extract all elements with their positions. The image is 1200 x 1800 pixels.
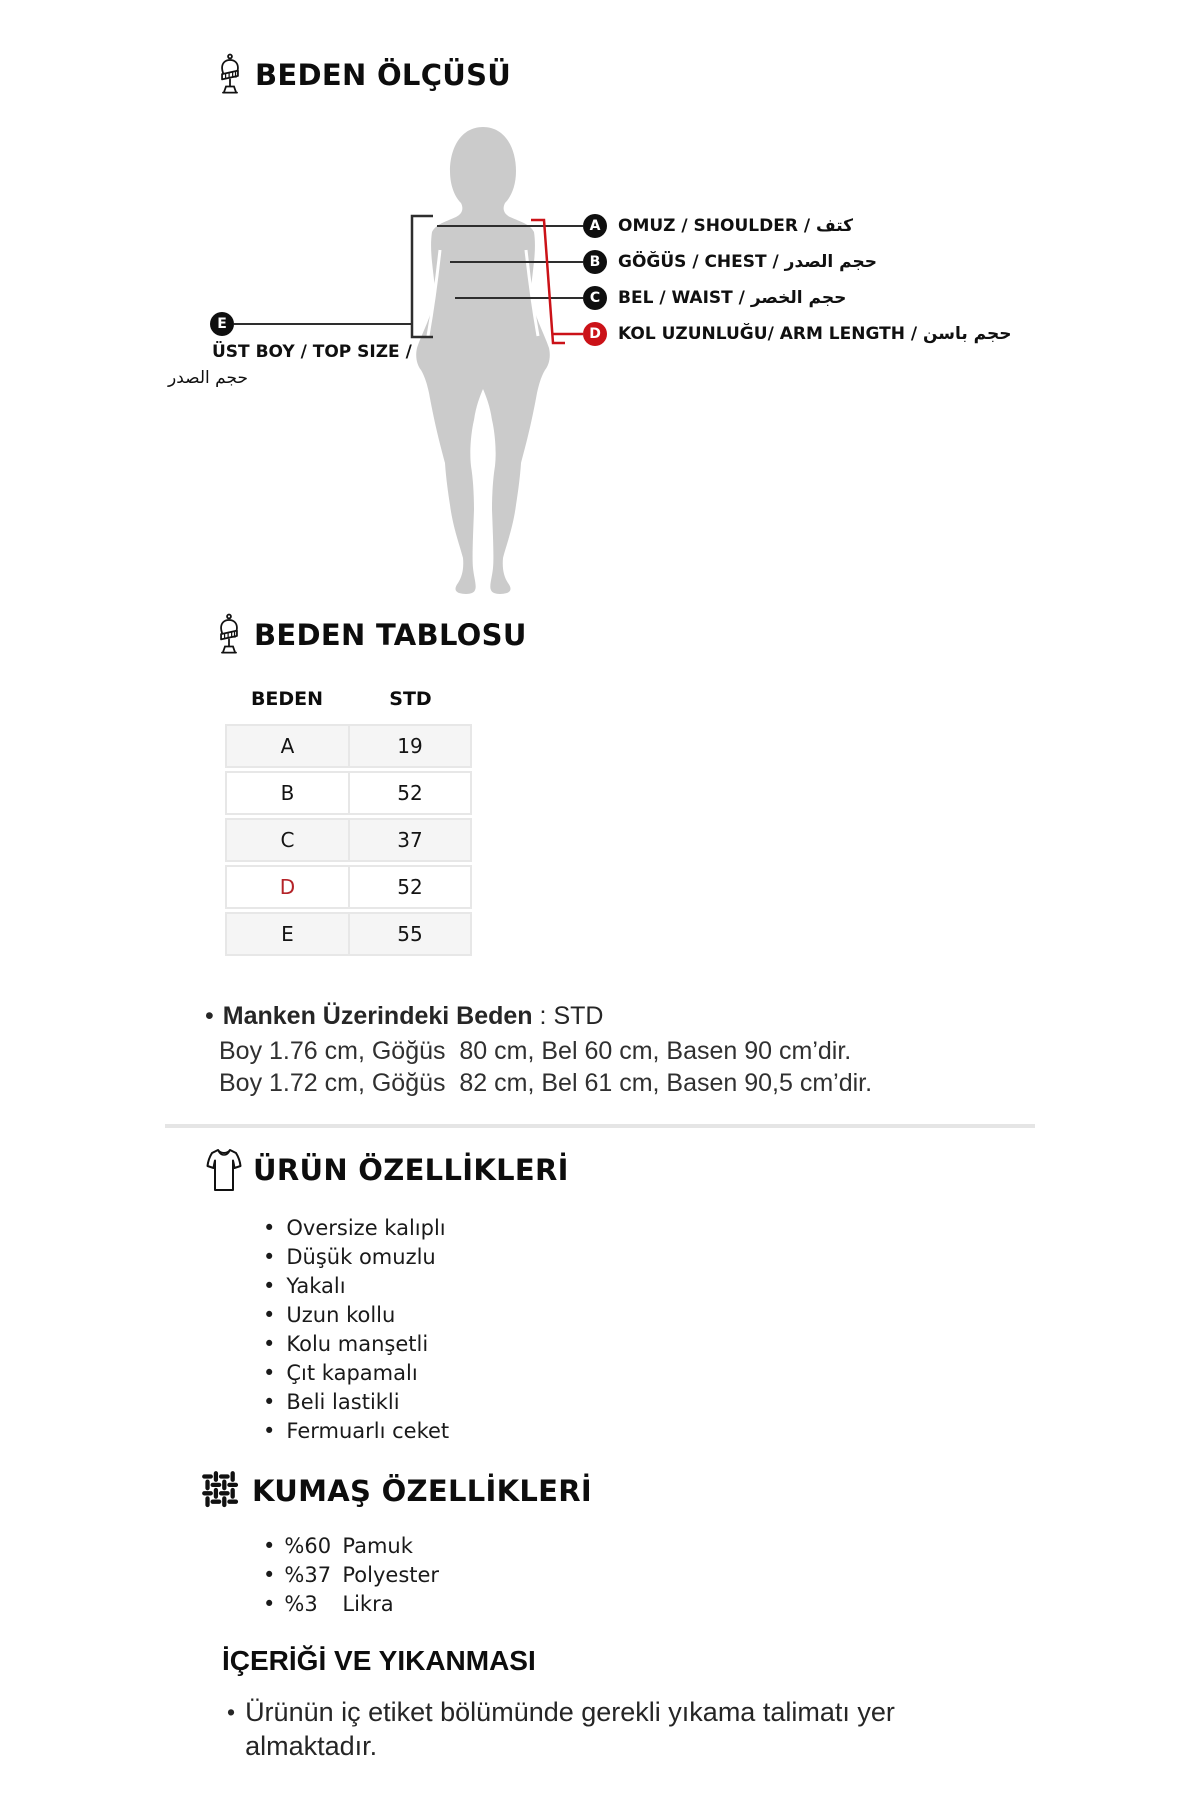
care-instruction-item	[227, 1695, 1007, 1763]
fabric-name: Likra	[342, 1592, 394, 1616]
model-size-separator: :	[539, 1002, 547, 1030]
label-letter-badge: A	[583, 214, 607, 238]
fabric-name: Polyester	[342, 1563, 440, 1587]
measurement-label-text: BEL / WAIST / حجم الخصر	[618, 288, 847, 308]
size-table-header	[214, 612, 527, 658]
product-feature-item	[263, 1359, 449, 1388]
model-size-heading	[205, 1002, 872, 1031]
fabric-composition-item	[263, 1590, 439, 1619]
fabric-features-header	[201, 1470, 592, 1511]
fabric-percentage: • %37	[284, 1563, 332, 1587]
product-feature-item	[263, 1330, 449, 1359]
size-measure-header	[215, 52, 511, 98]
top-size-label: ÜST BOY / TOP SIZE /	[212, 342, 412, 362]
feature-text: • Kolu manşetli	[286, 1332, 429, 1356]
section-divider	[165, 1124, 1035, 1128]
fabric-features-title: KUMAŞ ÖZELLİKLERİ	[252, 1473, 593, 1508]
measurement-label-text: OMUZ / SHOULDER / كتف	[618, 216, 854, 236]
feature-text: • Çıt kapamalı	[286, 1361, 418, 1385]
care-title: İÇERİĞİ VE YIKANMASI	[222, 1645, 536, 1676]
fabric-weave-icon	[201, 1470, 242, 1511]
product-features-title: ÜRÜN ÖZELLİKLERİ	[253, 1153, 569, 1187]
mannequin-icon	[214, 612, 244, 658]
table-row	[225, 771, 472, 815]
measurement-label-row	[583, 250, 1012, 274]
size-column-header: BEDEN	[250, 688, 324, 710]
feature-text: • Uzun kollu	[286, 1303, 396, 1327]
size-table-head	[225, 688, 472, 710]
size-table-body	[225, 724, 472, 956]
model-measurements	[219, 1035, 872, 1099]
fabric-percentage: • %3	[284, 1592, 318, 1616]
model-size-info	[205, 1002, 872, 1099]
size-letter-cell: E	[225, 912, 349, 956]
product-features-header	[205, 1148, 569, 1192]
table-row	[225, 724, 472, 768]
feature-text: • Beli lastikli	[286, 1390, 400, 1414]
measurement-labels	[583, 214, 1012, 346]
top-size-label-arabic: حجم الصدر	[168, 368, 248, 388]
product-feature-list	[263, 1214, 449, 1446]
fabric-composition-item	[263, 1561, 439, 1590]
page-title: BEDEN ÖLÇÜSÜ	[255, 58, 512, 92]
std-column-header: STD	[389, 688, 432, 710]
measurement-label-row	[583, 214, 1012, 238]
label-letter-badge-e: E	[210, 312, 234, 336]
feature-text: • Fermuarlı ceket	[286, 1419, 450, 1443]
product-feature-item	[263, 1417, 449, 1446]
size-letter-cell: D	[225, 865, 349, 909]
product-feature-item	[263, 1272, 449, 1301]
fabric-composition-item	[263, 1532, 439, 1561]
feature-text: • Düşük omuzlu	[286, 1245, 436, 1269]
size-table	[225, 688, 472, 959]
measurement-label-row	[583, 286, 1012, 310]
female-body-silhouette	[416, 127, 550, 594]
size-value-cell: 37	[349, 818, 472, 862]
size-table-title: BEDEN TABLOSU	[254, 618, 527, 652]
care-instruction-list	[227, 1695, 1007, 1763]
tshirt-icon	[205, 1148, 243, 1192]
product-feature-item	[263, 1301, 449, 1330]
product-feature-item	[263, 1388, 449, 1417]
bullet-marker: •	[205, 1002, 214, 1030]
mannequin-icon	[215, 52, 245, 98]
size-letter-cell: B	[225, 771, 349, 815]
feature-text: • Yakalı	[286, 1274, 346, 1298]
fabric-percentage: • %60	[284, 1534, 332, 1558]
table-row	[225, 818, 472, 862]
product-feature-item	[263, 1243, 449, 1272]
model-measurement-line: Boy 1.72 cm, Göğüs 82 cm, Bel 61 cm, Basen 90,5 cm’dir.	[219, 1069, 873, 1097]
measurement-label-row	[583, 322, 1012, 346]
care-text: • Ürünün iç etiket bölümünde gerekli yıkama talimatı yer almaktadır.	[245, 1697, 895, 1761]
size-letter-cell: A	[225, 724, 349, 768]
label-letter-badge: D	[583, 322, 607, 346]
measurement-label-text: KOL UZUNLUĞU/ ARM LENGTH / حجم باسن	[618, 324, 1012, 344]
fabric-name: Pamuk	[342, 1534, 413, 1558]
label-letter-badge: B	[583, 250, 607, 274]
size-value-cell: 55	[349, 912, 472, 956]
model-size-value: STD	[553, 1002, 604, 1030]
size-value-cell: 19	[349, 724, 472, 768]
table-row	[225, 865, 472, 909]
size-value-cell: 52	[349, 865, 472, 909]
product-feature-item	[263, 1214, 449, 1243]
model-size-label: Manken Üzerindeki Beden	[222, 1002, 533, 1030]
label-letter-badge: C	[583, 286, 607, 310]
model-measurement-line: Boy 1.76 cm, Göğüs 80 cm, Bel 60 cm, Basen 90 cm’dir.	[219, 1037, 852, 1065]
care-header	[222, 1645, 536, 1677]
feature-text: • Oversize kalıplı	[286, 1216, 446, 1240]
size-value-cell: 52	[349, 771, 472, 815]
measurement-label-text: GÖĞÜS / CHEST / حجم الصدر	[618, 252, 877, 272]
table-row	[225, 912, 472, 956]
size-letter-cell: C	[225, 818, 349, 862]
fabric-composition-list	[263, 1532, 439, 1619]
